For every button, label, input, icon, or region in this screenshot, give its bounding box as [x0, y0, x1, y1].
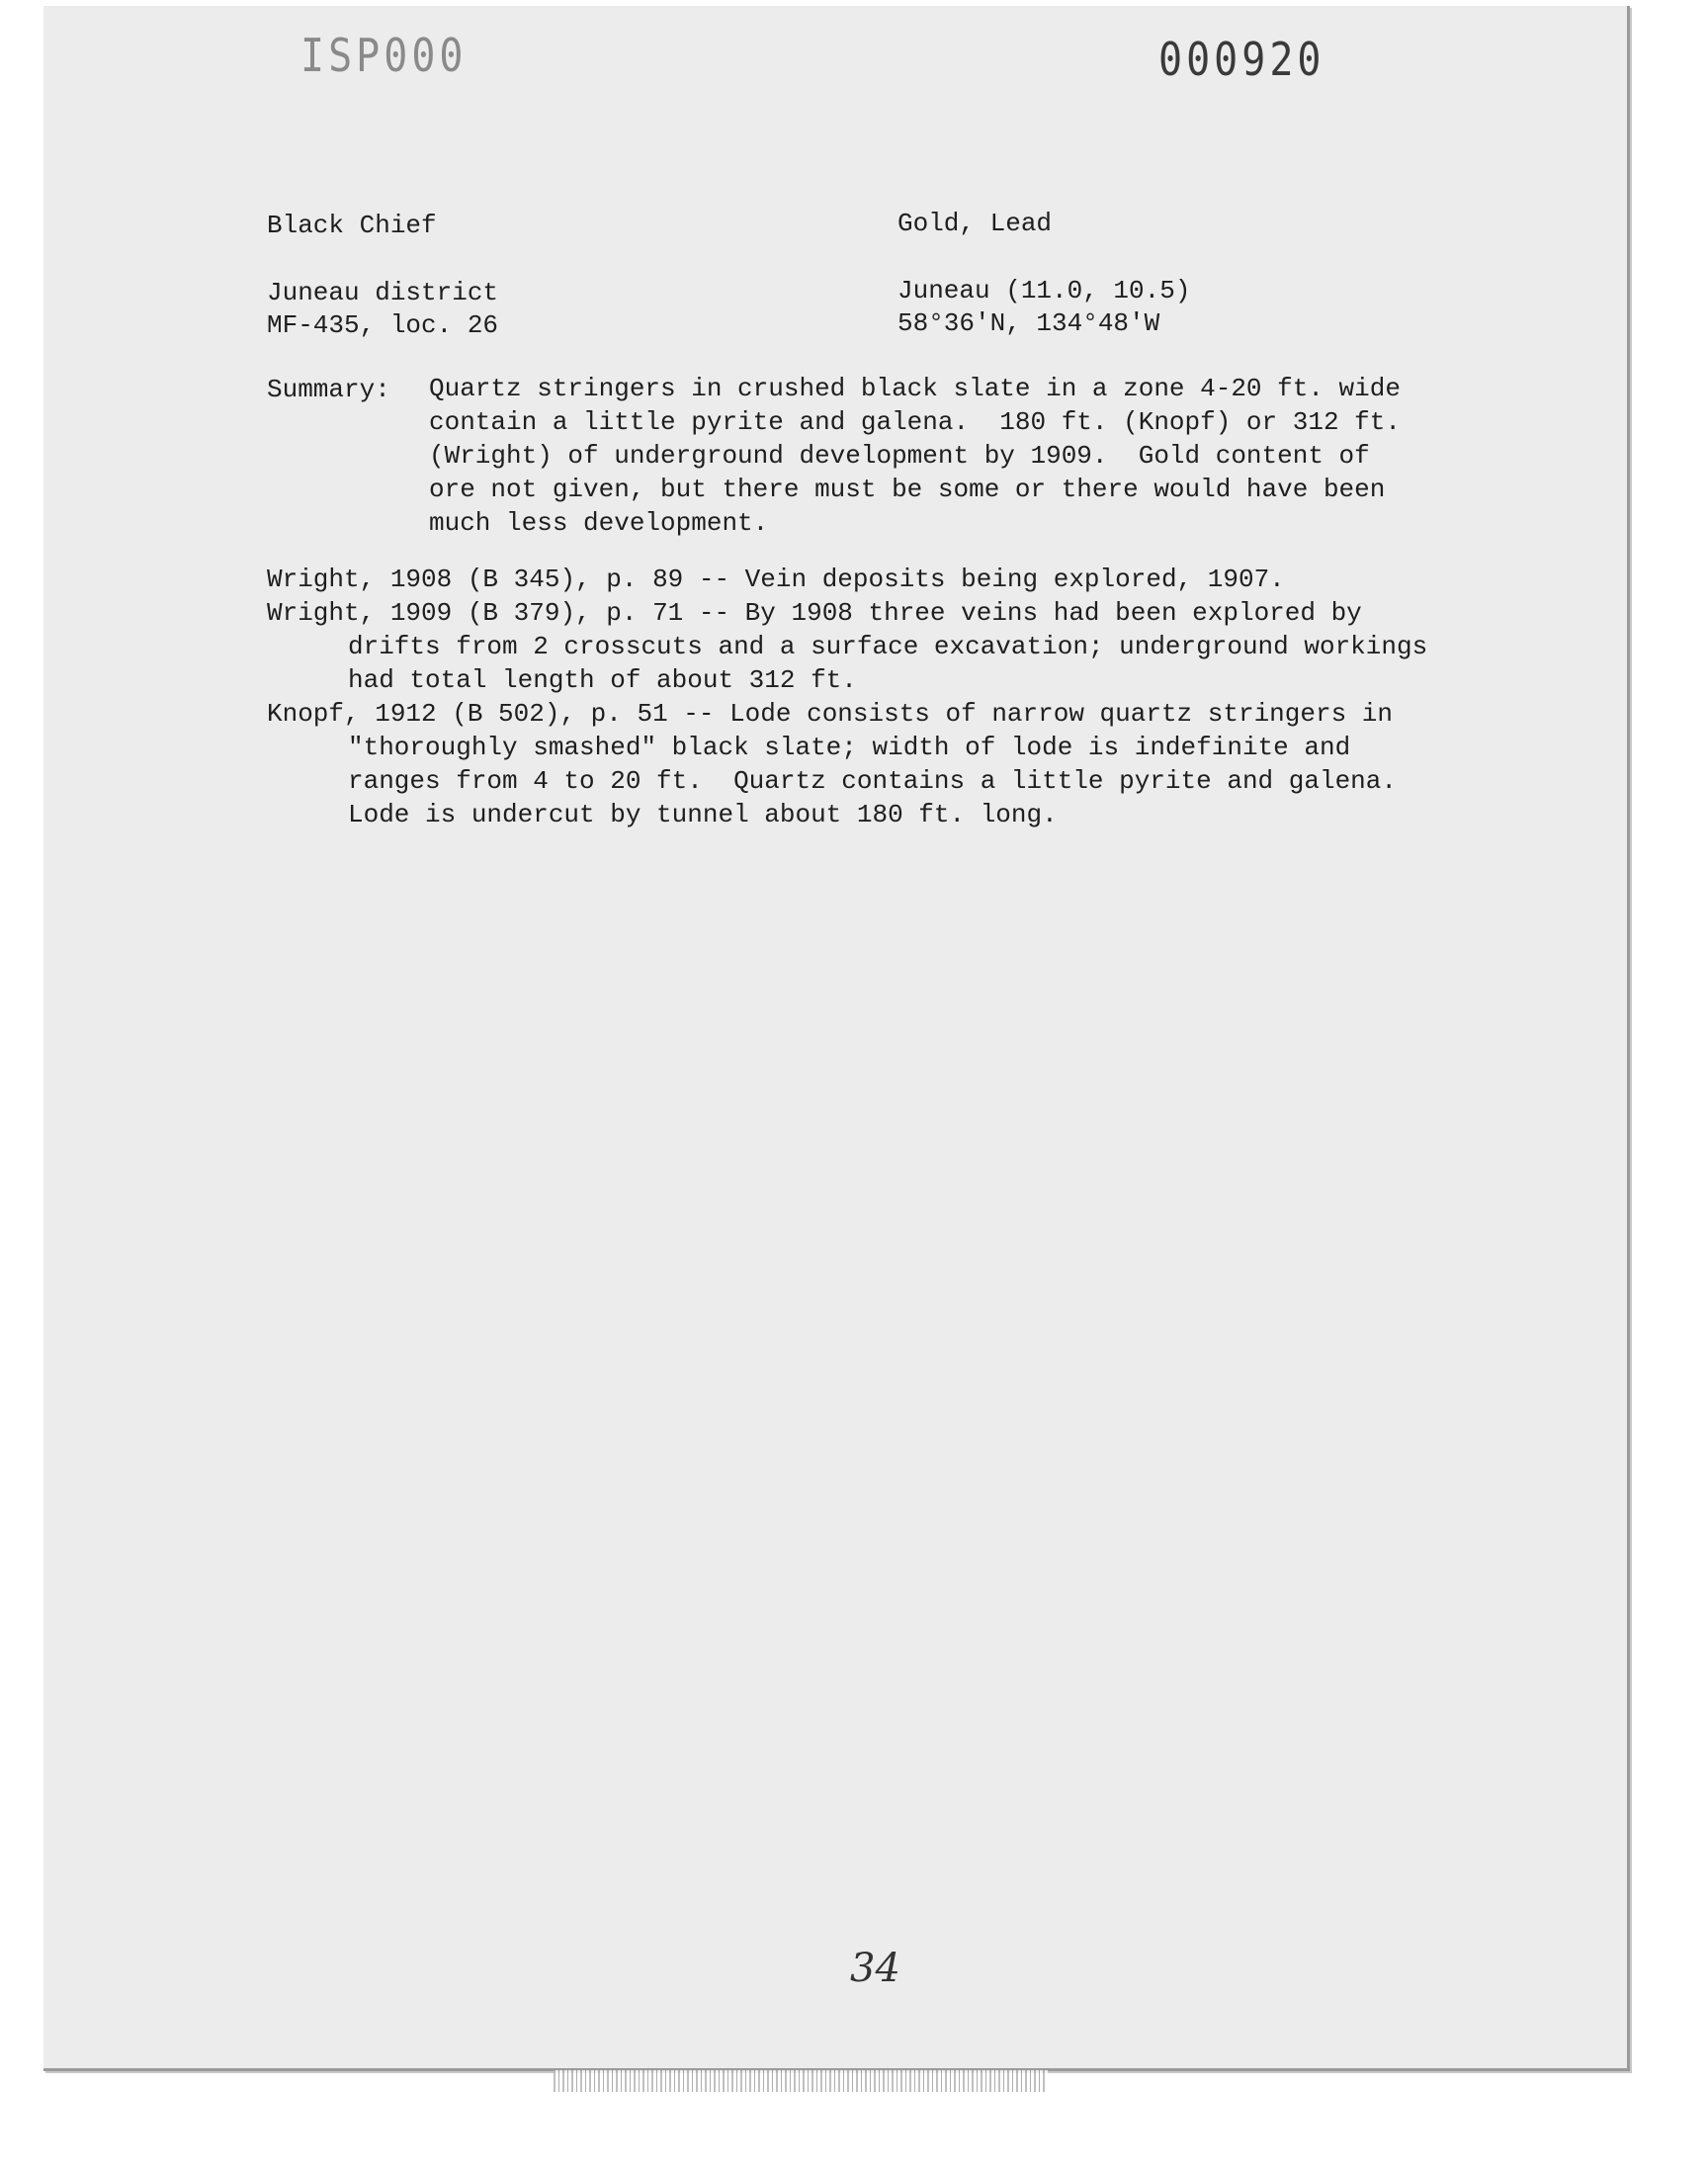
stamp-left: ISP000 — [300, 30, 468, 83]
reference-line: had total length of about 312 ft. — [348, 665, 857, 695]
coordinates: 58°36'N, 134°48'W — [897, 308, 1160, 338]
reference-line: ranges from 4 to 20 ft. Quartz contains a little pyrite and galena. — [348, 766, 1397, 796]
reference-line: Wright, 1908 (B 345), p. 89 -- Vein deposits being explored, 1907. — [267, 565, 1285, 594]
reference-line: drifts from 2 crosscuts and a surface excavation; underground workings — [348, 632, 1428, 661]
commodities: Gold, Lead — [897, 209, 1053, 238]
reference-entry — [267, 697, 1552, 831]
reference-entry — [267, 596, 1552, 697]
reference-line: Lode is undercut by tunnel about 180 ft. long. — [348, 800, 1058, 829]
document-page — [43, 6, 1630, 2071]
scan-edge-barcode — [554, 2070, 1048, 2092]
page-number: 34 — [850, 1946, 900, 1991]
reference-entry — [267, 563, 1552, 596]
reference-line: Wright, 1909 (B 379), p. 71 -- By 1908 three veins had been explored by — [267, 598, 1362, 628]
district: Juneau district — [267, 278, 499, 307]
summary-line: (Wright) of underground development by 1909. Gold content of — [429, 441, 1370, 471]
summary-line: Quartz stringers in crushed black slate in a zone 4-20 ft. wide — [429, 374, 1401, 403]
mine-name: Black Chief — [267, 211, 437, 240]
summary-line: contain a little pyrite and galena. 180 ft. (Knopf) or 312 ft. — [429, 407, 1401, 437]
quadrangle: Juneau (11.0, 10.5) — [897, 276, 1191, 305]
reference-line: Knopf, 1912 (B 502), p. 51 -- Lode consists of narrow quartz stringers in — [267, 699, 1393, 729]
summary-text — [429, 372, 1401, 540]
stamp-right: 000920 — [1158, 34, 1325, 87]
summary-line: ore not given, but there must be some or there would have been — [429, 475, 1386, 504]
reference-line: "thoroughly smashed" black slate; width of lode is indefinite and — [348, 733, 1351, 762]
summary-line: much less development. — [429, 508, 769, 538]
references — [267, 563, 1552, 831]
map-reference: MF-435, loc. 26 — [267, 310, 499, 340]
summary-label: Summary: — [267, 375, 390, 404]
